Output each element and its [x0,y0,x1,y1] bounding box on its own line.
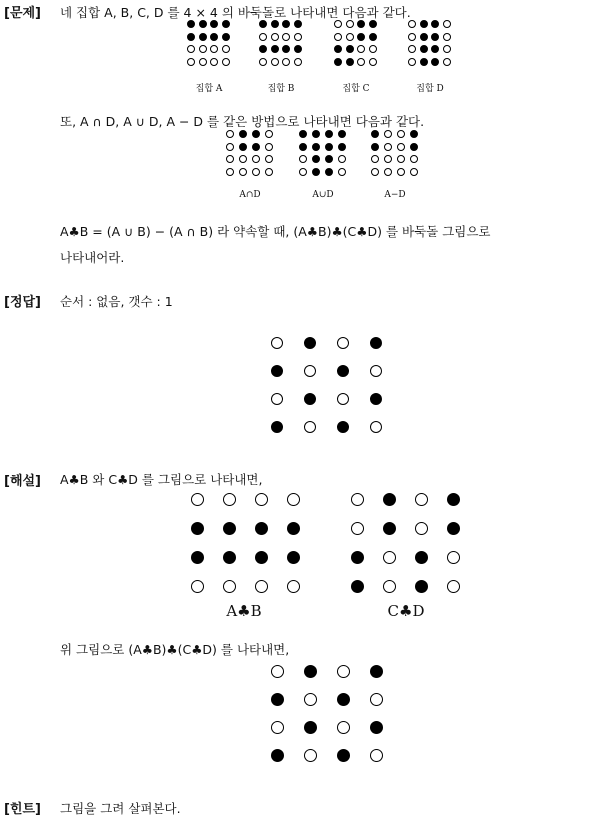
white-stone [287,580,300,593]
answer-text: 순서 : 없음, 갯수 : 1 [60,294,173,309]
white-stone [370,693,383,706]
white-stone [226,155,234,163]
white-stone [397,155,405,163]
white-stone [226,143,234,151]
black-stone [312,168,320,176]
black-stone [271,693,284,706]
white-stone [370,365,382,377]
black-stone [431,45,439,53]
black-stone [337,365,349,377]
solution-left-label: A♣B [226,602,262,620]
white-stone [255,580,268,593]
black-stone [191,522,204,535]
white-stone [271,665,284,678]
black-stone [299,130,307,138]
black-stone [325,130,333,138]
black-stone [187,33,195,41]
white-stone [294,58,302,66]
white-stone [337,721,350,734]
white-stone [304,749,317,762]
grid-caption: A∩D [239,190,261,200]
white-stone [265,155,273,163]
black-stone [371,143,379,151]
black-stone [357,20,365,28]
black-stone [338,143,346,151]
black-stone [370,665,383,678]
white-stone [337,337,349,349]
solution-tag: [해설] [4,474,41,489]
white-stone [397,130,405,138]
white-stone [351,493,364,506]
white-stone [338,155,346,163]
white-stone [265,130,273,138]
answer-tag: [정답] [4,295,41,310]
black-stone [187,20,195,28]
black-stone [337,693,350,706]
white-stone [357,45,365,53]
white-stone [351,522,364,535]
white-stone [383,551,396,564]
white-stone [384,130,392,138]
black-stone [223,522,236,535]
black-stone [259,45,267,53]
black-stone [271,365,283,377]
white-stone [443,33,451,41]
black-stone [210,20,218,28]
white-stone [226,130,234,138]
black-stone [222,33,230,41]
white-stone [408,58,416,66]
white-stone [346,33,354,41]
white-stone [239,155,247,163]
black-stone [338,130,346,138]
white-stone [383,580,396,593]
white-stone [357,58,365,66]
white-stone [271,721,284,734]
black-stone [337,749,350,762]
black-stone [357,33,365,41]
white-stone [259,33,267,41]
white-stone [447,551,460,564]
hint-text: 그림을 그려 살펴본다. [60,801,181,816]
problem-tag: [문제] [4,6,41,21]
black-stone [420,58,428,66]
white-stone [252,168,260,176]
black-stone [271,749,284,762]
black-stone [222,20,230,28]
black-stone [370,721,383,734]
white-stone [299,168,307,176]
black-stone [447,493,460,506]
white-stone [226,168,234,176]
black-stone [420,45,428,53]
white-stone [282,58,290,66]
black-stone [282,45,290,53]
black-stone [312,143,320,151]
white-stone [371,168,379,176]
black-stone [199,33,207,41]
black-stone [271,20,279,28]
hint-tag: [힌트] [4,802,41,817]
white-stone [259,58,267,66]
problem-line-1: 네 집합 A, B, C, D 를 4 × 4 의 바둑돌로 나타내면 다음과 같다. [60,5,411,20]
white-stone [447,580,460,593]
white-stone [252,155,260,163]
black-stone [447,522,460,535]
black-stone [431,33,439,41]
black-stone [337,421,349,433]
white-stone [210,58,218,66]
black-stone [410,130,418,138]
black-stone [415,580,428,593]
white-stone [384,168,392,176]
black-stone [420,33,428,41]
black-stone [304,665,317,678]
white-stone [187,45,195,53]
white-stone [397,143,405,151]
black-stone [325,168,333,176]
black-stone [304,393,316,405]
black-stone [255,551,268,564]
problem-line-2: 또, A ∩ D, A ∪ D, A − D 를 같은 방법으로 나타내면 다음과 같다. [60,114,425,129]
black-stone [191,551,204,564]
white-stone [255,493,268,506]
black-stone [370,337,382,349]
white-stone [370,749,383,762]
black-stone [420,20,428,28]
white-stone [265,143,273,151]
white-stone [334,20,342,28]
black-stone [325,143,333,151]
white-stone [443,58,451,66]
black-stone [383,493,396,506]
black-stone [371,130,379,138]
white-stone [271,337,283,349]
white-stone [222,58,230,66]
white-stone [287,493,300,506]
black-stone [259,20,267,28]
grid-caption: 집합 B [267,84,295,94]
white-stone [271,33,279,41]
white-stone [371,155,379,163]
white-stone [239,168,247,176]
white-stone [271,393,283,405]
black-stone [239,143,247,151]
white-stone [271,58,279,66]
grid-caption: A−D [384,190,406,200]
white-stone [369,58,377,66]
white-stone [415,522,428,535]
black-stone [370,393,382,405]
black-stone [346,45,354,53]
black-stone [210,33,218,41]
solution-line-2: 위 그림으로 (A♣B)♣(C♣D) 를 나타내면, [60,642,290,657]
black-stone [294,45,302,53]
black-stone [282,20,290,28]
white-stone [338,168,346,176]
black-stone [304,721,317,734]
solution-right-label: C♣D [387,602,425,620]
black-stone [239,130,247,138]
white-stone [282,33,290,41]
white-stone [370,421,382,433]
white-stone [384,143,392,151]
black-stone [252,143,260,151]
white-stone [443,20,451,28]
white-stone [410,155,418,163]
white-stone [199,58,207,66]
black-stone [223,551,236,564]
grid-caption: 집합 D [416,84,444,94]
white-stone [408,20,416,28]
black-stone [383,522,396,535]
black-stone [415,551,428,564]
black-stone [312,130,320,138]
black-stone [271,421,283,433]
black-stone [431,20,439,28]
black-stone [199,20,207,28]
white-stone [294,33,302,41]
white-stone [304,693,317,706]
white-stone [187,58,195,66]
grid-caption: 집합 C [342,84,370,94]
problem-line-3: A♣B = (A ∪ B) − (A ∩ B) 라 약속할 때, (A♣B)♣(C♣D) 를 바둑돌 그림으로 [60,224,491,239]
white-stone [337,665,350,678]
black-stone [369,20,377,28]
black-stone [334,45,342,53]
white-stone [210,45,218,53]
black-stone [304,337,316,349]
black-stone [287,551,300,564]
black-stone [287,522,300,535]
black-stone [252,130,260,138]
white-stone [334,33,342,41]
white-stone [223,493,236,506]
white-stone [199,45,207,53]
black-stone [294,20,302,28]
white-stone [191,580,204,593]
black-stone [351,551,364,564]
white-stone [443,45,451,53]
white-stone [346,20,354,28]
black-stone [351,580,364,593]
black-stone [312,155,320,163]
white-stone [265,168,273,176]
black-stone [299,143,307,151]
black-stone [410,143,418,151]
black-stone [325,155,333,163]
white-stone [384,155,392,163]
white-stone [397,168,405,176]
white-stone [408,33,416,41]
grid-caption: A∪D [312,190,334,200]
solution-line-1: A♣B 와 C♣D 를 그림으로 나타내면, [60,472,263,487]
white-stone [191,493,204,506]
black-stone [431,58,439,66]
black-stone [346,58,354,66]
white-stone [408,45,416,53]
black-stone [334,58,342,66]
white-stone [304,421,316,433]
white-stone [299,155,307,163]
white-stone [304,365,316,377]
problem-line-4: 나타내어라. [60,250,125,265]
black-stone [255,522,268,535]
white-stone [337,393,349,405]
white-stone [369,45,377,53]
white-stone [223,580,236,593]
white-stone [222,45,230,53]
grid-caption: 집합 A [195,84,223,94]
white-stone [410,168,418,176]
black-stone [271,45,279,53]
black-stone [369,33,377,41]
white-stone [415,493,428,506]
